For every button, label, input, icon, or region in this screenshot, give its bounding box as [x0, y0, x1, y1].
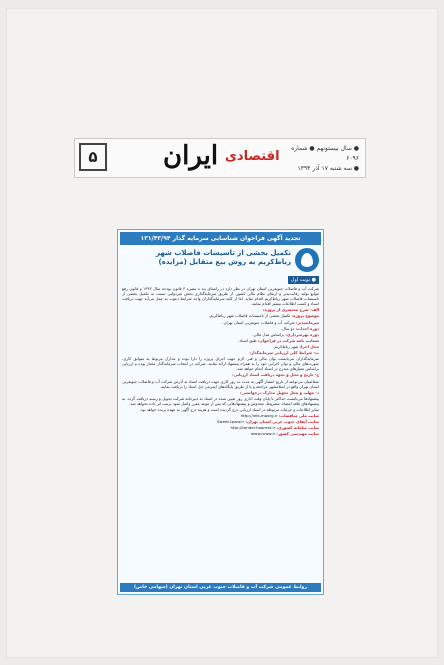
water-drop-logo-icon [295, 248, 319, 272]
section-heading: ج- تاریخ و محل و نحوه دریافت اسناد ارزیابی: [232, 372, 319, 378]
website-line [122, 425, 319, 430]
detail-line [122, 326, 319, 331]
detail-value: تکمیل بخشی از تاسیسات فاضلاب شهر رباط‌کریم. [208, 313, 291, 319]
section-heading: الف- شرح مختصری از پروژه: [262, 307, 319, 313]
ad-body [122, 286, 319, 562]
detail-label: سرمایه‌پذیر: [295, 319, 319, 325]
section-name: اقتصادی [225, 149, 280, 164]
website-link[interactable]: http://iets.mporg.ir [240, 413, 278, 419]
website-label: سایت ملی مناقصات: [278, 413, 319, 419]
website-link[interactable]: http://tender.haarnet.ir [230, 425, 276, 431]
newspaper-logo: ایران [163, 141, 219, 171]
website-link[interactable]: www.mww.ir [251, 431, 276, 437]
detail-line [122, 338, 319, 343]
website-line [122, 431, 319, 436]
detail-value: شهر رباط‌کریم. [273, 343, 299, 349]
website-link[interactable]: Sweet.tpww.ir [216, 419, 245, 425]
ad-headline: تکمیل بخشی از تاسیسات فاضلاب شهر رباط‌کریم به روش بیع متقابل (مزایده) [156, 249, 291, 266]
issue-date: ● سه شنبه ۱۷ آذر ۱۳۹۴ [297, 165, 359, 172]
detail-line [122, 313, 319, 318]
website-label: سایت سامانه کشوری: [276, 425, 319, 431]
section-heading: ب- شرایط کلی ارزیابی سرمایه‌گذار: [249, 350, 319, 356]
masthead [74, 138, 366, 178]
detail-label: دوره احداث: [295, 325, 319, 331]
detail-label: ضمانت نامه شرکت در فراخوان: [257, 337, 319, 343]
detail-label: دوره بهره‌برداری: [285, 331, 319, 337]
conditions-text: سرمایه‌گذاران می‌بایست توان مالی و فنی لازم جهت اجرای پروژه را دارا بوده و مدارک مربوط به سوابق کاری، صورت‌های مالی و توان اجرایی خود را به همراه پیشنهاد ارائه نمایند. شرکت در انتخاب سرمایه‌گذار مختار بوده و ارزیابی براساس معیارهای مندرج در اسناد انجام خواهد شد. [122, 356, 319, 372]
closing-text: سایر اطلاعات و جزئیات مربوطه در اسناد ارزیابی درج گردیده است و هزینه درج آگهی به عهده برنده خواهد بود. [139, 406, 319, 412]
issue-info [279, 144, 359, 174]
page-number: ۵ [79, 143, 107, 171]
docs-text: متقاضیان می‌توانند از تاریخ انتشار آگهی به مدت ده روز کاری جهت دریافت اسناد به آدرس شرکت آب و فاضلاب جنوبغربی استان تهران واقع در اسلامشهر مراجعه و یا از طریق پایگاه‌های اینترنتی ذیل اسناد را دریافت نمایند. [122, 378, 319, 389]
detail-value: دو سال. [280, 325, 295, 331]
edition-badge: ● نوبت اول [288, 276, 319, 284]
detail-value: شرکت آب و فاضلاب جنوبغربی استان تهران. [222, 319, 295, 325]
detail-value: طبق اسناد. [238, 337, 257, 343]
detail-line [122, 344, 319, 349]
deadline-text: پیشنهادها می‌بایست حداکثر تا پایان وقت اداری روز تعیین شده در اسناد به دبیرخانه شرکت تحویل و رسید دریافت گردد. به پیشنهادهای فاقد امضاء، مشروط، مخدوش و پیشنهادهایی که پس از موعد مقرر واصل شود ترتیب اثر داده نخواهد شد. [122, 395, 319, 406]
issue-number: ● سال بیستونهم ● شماره ۶۰۹۶ [291, 145, 359, 162]
detail-line [122, 320, 319, 325]
ad-footer: روابط عمومی شرکت آب و فاضلاب جنوب غربی استان تهران (سهامی خاص) [120, 583, 321, 592]
website-line [122, 419, 319, 424]
detail-label: محل اجرا: [299, 343, 319, 349]
detail-line [122, 332, 319, 337]
website-line [122, 413, 319, 418]
section-heading: د- مهلت و محل تحویل مدارک درخواستی: [239, 389, 319, 395]
detail-value: براساس مدل مالی. [252, 331, 285, 337]
ad-intro: شرکت آب و فاضلاب جنوبغربی استان تهران در نظر دارد در راستای بند ه تبصره ۳ قانون بودجه سال ۱۳۹۳ و قانون رفع موانع تولید رقابت‌پذیر و ارتقای نظام مالی کشور، از طریق سرمایه‌گذاری بخش غیردولتی نسبت به تکمیل بخشی از تاسیسات فاضلاب شهر رباط‌کریم اقدام نماید. لذا از کلیه سرمایه‌گذاران واجد شرایط دعوت به عمل می‌آید جهت دریافت اسناد و کسب اطلاعات بیشتر اقدام نمایند. [122, 286, 319, 307]
tender-advertisement [117, 229, 324, 595]
website-label: سایت مهندسی کشور: [276, 431, 319, 437]
detail-label: موضوع پروژه: [291, 313, 319, 319]
website-label: سایت آبفای جنوب غربی استان تهران: [245, 419, 319, 425]
ad-title: تجدید آگهی فراخوان شناسایی سرمایه گذار ۱۳۱/۴۳/۹۴ [120, 232, 321, 245]
